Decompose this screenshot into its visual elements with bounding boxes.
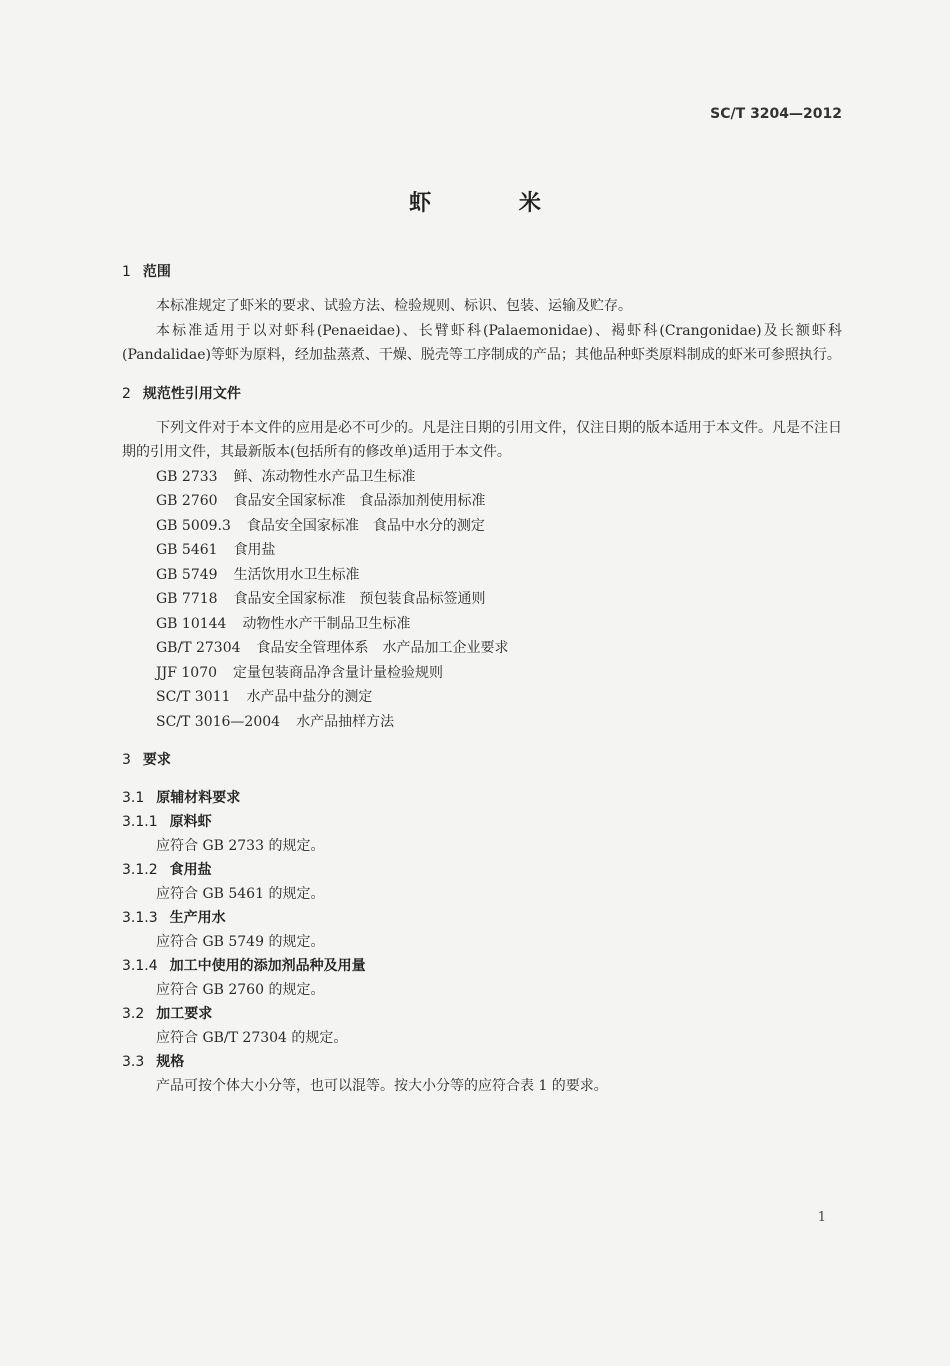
section-3-heading xyxy=(122,748,842,772)
reference-item xyxy=(122,563,842,588)
reference-item xyxy=(122,465,842,490)
section-number: 1 xyxy=(122,264,131,280)
standard-code: SC/T 3204—2012 xyxy=(710,106,842,122)
reference-title: 水产品抽样方法 xyxy=(296,713,395,730)
reference-title: 动物性水产干制品卫生标准 xyxy=(242,615,411,632)
reference-id: GB 5461 xyxy=(156,542,218,558)
section-3-3-heading xyxy=(122,1050,842,1074)
section-3-1-1-heading xyxy=(122,810,842,834)
section-number: 3.2 xyxy=(122,1006,145,1022)
reference-id: SC/T 3016—2004 xyxy=(156,713,281,730)
section-3-1-4-heading xyxy=(122,954,842,978)
reference-title: 食品安全国家标准 食品添加剂使用标准 xyxy=(233,493,486,509)
reference-item xyxy=(122,661,842,686)
reference-item xyxy=(122,685,842,710)
reference-title: 鲜、冻动物性水产品卫生标准 xyxy=(233,468,416,485)
reference-id: SC/T 3011 xyxy=(156,689,231,705)
section-number: 3.3 xyxy=(122,1054,145,1070)
section-3-1-4-text: 应符合 GB 2760 的规定。 xyxy=(156,982,325,998)
section-3-1-3-heading xyxy=(122,906,842,930)
reference-item xyxy=(122,514,842,539)
reference-item xyxy=(122,538,842,563)
reference-title: 食品安全管理体系 水产品加工企业要求 xyxy=(256,640,509,656)
reference-item xyxy=(122,636,842,661)
reference-title: 定量包装商品净含量计量检验规则 xyxy=(233,664,444,681)
page-number: 1 xyxy=(817,1210,826,1225)
section-number: 3.1 xyxy=(122,790,145,806)
reference-id: GB 5009.3 xyxy=(156,517,231,534)
section-3-1-2-text: 应符合 GB 5461 的规定。 xyxy=(156,886,325,902)
section-title: 生产用水 xyxy=(169,910,226,926)
section-number: 3.1.2 xyxy=(122,862,158,878)
section-3-1-heading xyxy=(122,786,842,810)
reference-id: GB 2733 xyxy=(156,468,218,485)
reference-title: 食品安全国家标准 食品中水分的测定 xyxy=(246,517,485,534)
section-1-paragraph-2: 本标准适用于以对虾科(Penaeidae)、长臂虾科(Palaemonidae)、褐虾科(Crangonidae)及长额虾科(Pandalidae)等虾为原料，经加盐蒸煮、干燥、脱壳等工序制成的产品；其他品种虾类原料制成的虾米可参照执行。 xyxy=(122,322,842,363)
reference-title: 水产品中盐分的测定 xyxy=(246,689,373,705)
section-title: 要求 xyxy=(142,752,171,768)
page-title: 虾 米 xyxy=(409,191,581,216)
section-3-2-text: 应符合 GB/T 27304 的规定。 xyxy=(156,1030,348,1046)
section-2-paragraph: 下列文件对于本文件的应用是必不可少的。凡是注日期的引用文件，仅注日期的版本适用于本文件。凡是不注日期的引用文件，其最新版本(包括所有的修改单)适用于本文件。 xyxy=(122,419,842,460)
section-number: 2 xyxy=(122,385,131,402)
document-body xyxy=(122,260,842,1098)
reference-id: GB 10144 xyxy=(156,615,227,632)
section-title: 加工中使用的添加剂品种及用量 xyxy=(169,958,366,974)
section-3-1-1-text: 应符合 GB 2733 的规定。 xyxy=(156,838,325,854)
section-title: 规范性引用文件 xyxy=(142,385,241,402)
reference-title: 食品安全国家标准 预包装食品标签通则 xyxy=(233,591,486,607)
section-title: 食用盐 xyxy=(169,862,212,878)
reference-item xyxy=(122,612,842,637)
section-3-1-2-heading xyxy=(122,858,842,882)
reference-title: 食用盐 xyxy=(233,542,276,558)
section-number: 3 xyxy=(122,752,131,768)
section-title: 原辅材料要求 xyxy=(156,790,241,806)
section-title: 原料虾 xyxy=(169,814,212,830)
reference-item xyxy=(122,587,842,612)
reference-id: GB 5749 xyxy=(156,566,218,583)
reference-title: 生活饮用水卫生标准 xyxy=(233,566,360,583)
section-number: 3.1.1 xyxy=(122,814,158,830)
section-title: 加工要求 xyxy=(156,1006,213,1022)
section-3-2-heading xyxy=(122,1002,842,1026)
reference-id: GB/T 27304 xyxy=(156,640,241,656)
section-2-heading xyxy=(122,382,842,406)
section-number: 3.1.4 xyxy=(122,958,158,974)
reference-item xyxy=(122,489,842,514)
reference-id: JJF 1070 xyxy=(156,664,218,681)
reference-id: GB 2760 xyxy=(156,493,218,509)
section-number: 3.1.3 xyxy=(122,910,158,926)
reference-id: GB 7718 xyxy=(156,591,218,607)
section-title: 范围 xyxy=(142,264,171,280)
reference-item xyxy=(122,710,842,735)
section-3-3-text: 产品可按个体大小分等，也可以混等。按大小分等的应符合表 1 的要求。 xyxy=(156,1078,608,1094)
section-title: 规格 xyxy=(156,1054,185,1070)
section-1-paragraph-1: 本标准规定了虾米的要求、试验方法、检验规则、标识、包装、运输及贮存。 xyxy=(156,298,632,314)
section-1-heading xyxy=(122,260,842,284)
section-3-1-3-text: 应符合 GB 5749 的规定。 xyxy=(156,934,325,950)
